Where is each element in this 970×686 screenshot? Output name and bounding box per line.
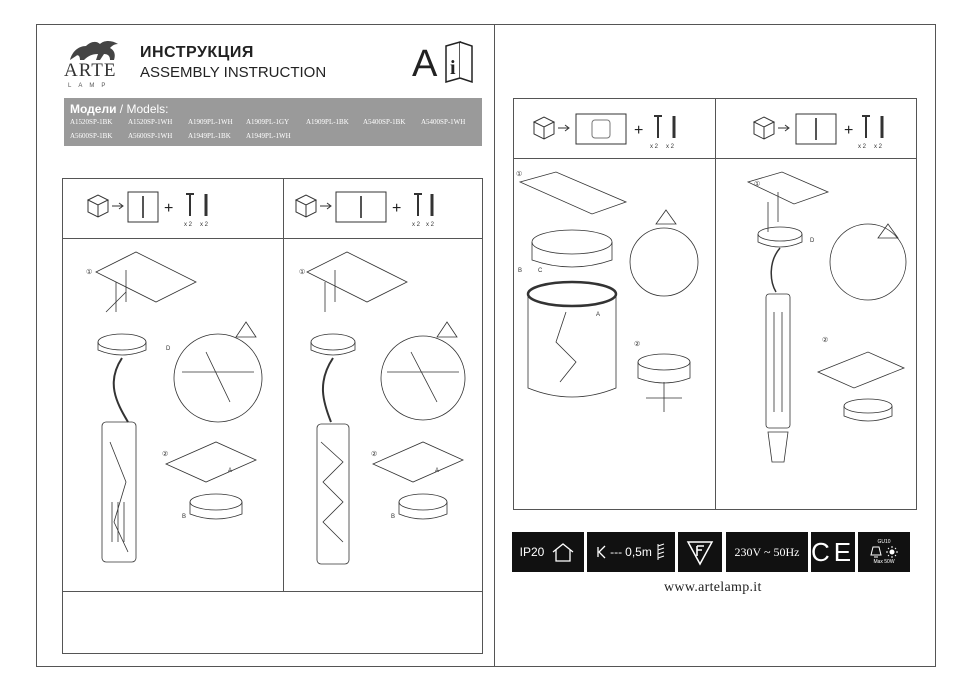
model-code: A1909PL-1WH <box>188 118 233 126</box>
arte-lamp-logo <box>64 36 130 90</box>
ce-mark-box <box>811 532 855 572</box>
qty-dowels: x 2 <box>874 144 883 150</box>
package-contents <box>748 110 898 155</box>
arrow-icon <box>112 203 123 209</box>
models-label-ru: Модели <box>70 102 117 116</box>
pendant-assembly-diagram <box>66 242 280 588</box>
screw-icon <box>186 194 194 216</box>
box-icon <box>754 117 774 139</box>
package-contents <box>82 188 222 233</box>
step-number: ① <box>299 269 306 276</box>
step-number: ① <box>516 171 523 178</box>
ip-rating: IP20 <box>519 545 545 559</box>
plus-sign: + <box>392 200 402 217</box>
step-number: ① <box>86 269 93 276</box>
screw-icon <box>862 116 870 138</box>
step-label: B <box>182 514 187 520</box>
pack-divider-right <box>513 158 917 159</box>
models-label-sep: / <box>116 102 127 116</box>
models-label-en: Models: <box>126 102 169 116</box>
plus-sign: + <box>844 122 854 139</box>
house-icon <box>550 541 576 563</box>
step-label: D <box>810 238 815 244</box>
qty-dowels: x 2 <box>426 222 435 228</box>
icon-info: i <box>450 57 456 79</box>
step-number: ① <box>754 181 761 188</box>
icon-letter: A <box>412 43 438 84</box>
model-code: A1520SP-1WH <box>128 118 173 126</box>
arrow-icon <box>778 125 789 131</box>
arrow-icon <box>558 125 569 131</box>
model-code: A5400SP-1WH <box>421 118 466 126</box>
pack-divider-left <box>62 238 483 239</box>
step-label: C <box>538 268 543 274</box>
step-label: B <box>391 514 396 520</box>
box-icon <box>88 195 108 217</box>
package-contents <box>290 188 440 233</box>
box-icon <box>296 195 316 217</box>
voltage: 230V ~ 50Hz <box>734 544 800 559</box>
model-code: A5600SP-1WH <box>128 132 173 140</box>
step-label: A <box>435 468 440 474</box>
brand-sub: LAMP <box>68 83 113 89</box>
models-bar <box>64 98 482 146</box>
sun-icon <box>886 546 898 558</box>
arrow-icon <box>320 203 331 209</box>
voltage-box <box>726 532 808 572</box>
ip-rating-box <box>512 532 584 572</box>
models-heading <box>70 102 169 116</box>
qty-screws: x 2 <box>650 144 659 150</box>
cylinder-part-icon <box>592 120 610 138</box>
assembly-info-icon <box>412 36 474 84</box>
step-label: B <box>518 268 523 274</box>
plus-sign: + <box>634 122 644 139</box>
qty-screws: x 2 <box>412 222 421 228</box>
model-code: A1949PL-1WH <box>246 132 291 140</box>
model-code: A1949PL-1BK <box>188 132 231 140</box>
website-url[interactable]: www.artelamp.it <box>664 580 762 595</box>
bulb-type: GU10 <box>877 539 891 545</box>
distance-box: --- 0,5m <box>587 532 675 572</box>
model-code: A1909PL-1GY <box>246 118 290 126</box>
min-distance: 0,5m <box>625 545 652 559</box>
model-code: A5600SP-1BK <box>70 132 113 140</box>
plus-sign: + <box>164 200 174 217</box>
model-code: A5400SP-1BK <box>363 118 406 126</box>
qty-screws: x 2 <box>184 222 193 228</box>
step-label: D <box>166 346 171 352</box>
bulb-icon <box>870 545 882 559</box>
model-code: A1520SP-1BK <box>70 118 113 126</box>
qty-screws: x 2 <box>858 144 867 150</box>
brand-name: ARTE <box>64 60 117 81</box>
part-box <box>576 114 626 144</box>
title-en: ASSEMBLY INSTRUCTION <box>140 64 327 81</box>
lamp-beam-icon <box>595 544 607 560</box>
qty-dowels: x 2 <box>666 144 675 150</box>
box-icon <box>534 117 554 139</box>
step-label: A <box>228 468 233 474</box>
surface-icon <box>655 543 667 561</box>
step-number: ② <box>371 451 378 458</box>
max-wattage: Max 50W <box>873 559 895 565</box>
pendant-assembly-diagram <box>287 242 479 588</box>
tube-assembly-diagram <box>718 162 914 506</box>
ce-mark: CE <box>810 536 856 567</box>
package-contents <box>528 110 688 155</box>
screw-icon <box>654 116 662 138</box>
qty-dowels: x 2 <box>200 222 209 228</box>
flammable-surface-box <box>678 532 722 572</box>
page-divider <box>494 24 495 667</box>
bulb-box <box>858 532 910 572</box>
screw-icon <box>414 194 422 216</box>
f-mark-icon <box>685 538 715 566</box>
title-ru: ИНСТРУКЦИЯ <box>140 44 254 61</box>
step-label: A <box>596 312 601 318</box>
step-number: ② <box>822 337 829 344</box>
step-number: ② <box>634 341 641 348</box>
panel-left-notes <box>62 591 483 654</box>
model-code: A1909PL-1BK <box>306 118 349 126</box>
cylinder-assembly-diagram <box>516 162 714 506</box>
step-number: ② <box>162 451 169 458</box>
